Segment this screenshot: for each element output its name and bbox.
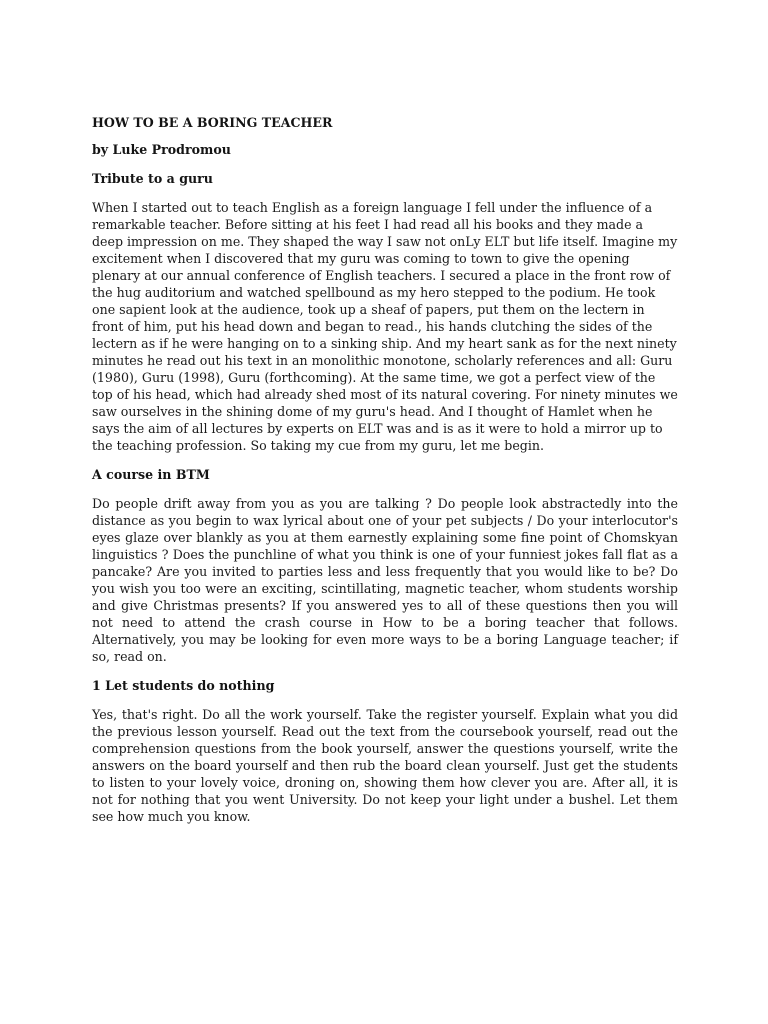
document-body bbox=[92, 114, 678, 825]
section-heading-tribute: Tribute to a guru bbox=[92, 171, 213, 186]
section-heading-course: A course in BTM bbox=[92, 467, 210, 482]
section-text-let-students: Yes, that's right. Do all the work yourself. Take the register yourself. Explain what you did the previous lesson yourself. Read out the text from the coursebook yourself, read out the comprehension questions from the book yourself, answer the questions yourself, write the answers on the board yourself and then rub the board clean yourself. Just get the students to listen to your lovely voice, droning on, showing them how clever you are. After all, it is not for nothing that you went University. Do not keep your light under a bushel. Let them see how much you know. bbox=[92, 707, 678, 824]
section-text-tribute: When I started out to teach English as a foreign language I fell under the influence of a remarkable teacher. Before sitting at his feet I had read all his books and they made a deep impression on me. They shaped the way I saw not onLy ELT but life itself. Imagine my excitement when I discovered that my guru was coming to town to give the opening plenary at our annual conference of English teachers. I secured a place in the front row of the hug auditorium and watched spellbound as my hero stepped to the podium. He took one sapient look at the audience, took up a sheaf of papers, put them on the lectern in front of him, put his head down and began to read., his hands clutching the sides of the lectern as if he were hanging on to a sinking ship. And my heart sank as for the next ninety minutes he read out his text in an monolithic monotone, scholarly references and all: Guru (1980), Guru (1998), Guru (forthcoming). At the same time, we got a perfect view of the top of his head, which had already shed most of its natural covering. For ninety minutes we saw ourselves in the shining dome of my guru's head. And I thought of Hamlet when he says the aim of all lectures by experts on ELT was and is as it were to hold a mirror up to the teaching profession. So taking my cue from my guru, let me begin. bbox=[92, 200, 678, 453]
section-heading-let-students: 1 Let students do nothing bbox=[92, 678, 275, 693]
section-text-course: Do people drift away from you as you are talking ? Do people look abstractedly into the distance as you begin to wax lyrical about one of your pet subjects / Do your interlocutor's eyes glaze over blankly as you at them earnestly explaining some fine point of Chomskyan linguistics ? Does the punchline of what you think is one of your funniest jokes fall flat as a pancake? Are you invited to parties less and less frequently that you would like to be? Do you wish you too were an exciting, scintillating, magnetic teacher, whom students worship and give Christmas presents? If you answered yes to all of these questions then you will not need to attend the crash course in How to be a boring teacher that follows. Alternatively, you may be looking for even more ways to be a boring Language teacher; if so, read on. bbox=[92, 496, 678, 664]
document-title: HOW TO BE A BORING TEACHER bbox=[92, 115, 333, 130]
document-author: by Luke Prodromou bbox=[92, 142, 231, 157]
